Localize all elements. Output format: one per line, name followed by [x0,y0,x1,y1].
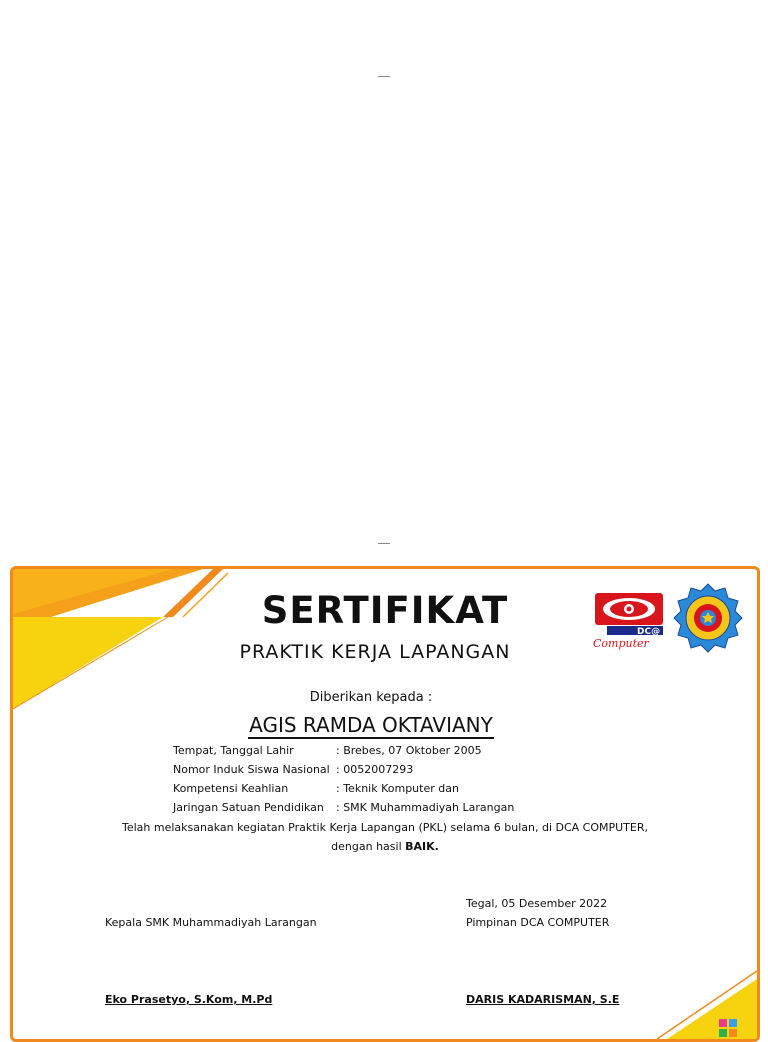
certificate-title: SERTIFIKAT [261,589,509,632]
detail-value: : SMK Muhammadiyah Larangan [336,801,515,814]
left-signer-name: Eko Prasetyo, S.Kom, M.Pd [105,993,273,1006]
smk-muhammadiyah-logo [673,583,743,653]
result-grade: BAIK. [405,840,439,853]
left-signer-role: Kepala SMK Muhammadiyah Larangan [105,916,317,929]
detail-value: : Teknik Komputer dan [336,782,459,795]
certificate-subtitle: PRAKTIK KERJA LAPANGAN [239,641,511,663]
statement-line-1: Telah melaksanakan kegiatan Praktik Kerja Lapangan (PKL) selama 6 bulan, di DCA COMPUTER, [121,821,648,834]
given-to-label: Diberikan kepada : [309,690,433,705]
corner-decoration-bottom [637,959,757,1039]
svg-text:Computer: Computer [593,637,649,650]
certificate [10,566,760,1042]
page-divider-mark [378,543,390,544]
recipient-name: AGIS RAMDA OKTAVIANY [249,713,493,737]
page-divider-mark [378,76,390,77]
detail-label: Nomor Induk Siswa Nasional [173,763,330,776]
detail-label: Jaringan Satuan Pendidikan [173,801,324,814]
detail-label: Kompetensi Keahlian [173,782,289,795]
dca-computer-logo [591,591,667,651]
detail-value: : 0052007293 [336,763,414,776]
place-date: Tegal, 05 Desember 2022 [466,897,608,910]
svg-text:DC@: DC@ [637,627,661,637]
detail-label: Tempat, Tanggal Lahir [173,744,294,757]
statement-line-2: dengan hasil BAIK. [331,840,439,853]
detail-value: : Brebes, 07 Oktober 2005 [336,744,482,757]
right-signer-name: DARIS KADARISMAN, S.E [466,993,620,1006]
right-signer-role: Pimpinan DCA COMPUTER [466,916,610,929]
